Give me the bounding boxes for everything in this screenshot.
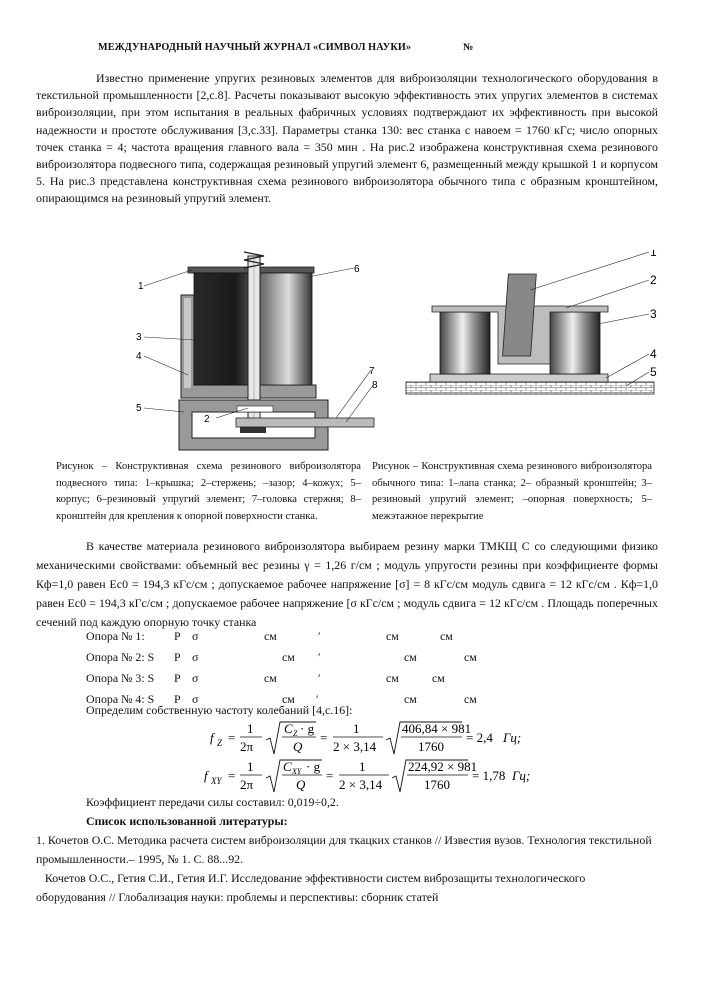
- support-prime: ′: [318, 671, 321, 685]
- formula-cxy: C: [283, 759, 292, 774]
- formula-lhs: f: [210, 730, 214, 745]
- support-row: [86, 650, 606, 671]
- support-prime: ′: [318, 650, 321, 664]
- support-unit: см: [264, 671, 277, 685]
- figure-left-drawing: [136, 252, 378, 450]
- figures-svg: [36, 250, 658, 455]
- fig-left-label-4: 4: [136, 351, 142, 362]
- formula-cz: C: [284, 721, 293, 736]
- formula-result: = 1,78: [472, 768, 506, 783]
- support-sigma: σ: [192, 671, 199, 685]
- formula-eq: =: [228, 730, 236, 745]
- formula-two-pi: 2π: [240, 777, 254, 792]
- support-row: [86, 629, 606, 650]
- formula-den2: 2 × 3,14: [339, 777, 383, 792]
- supports-list: [86, 629, 606, 713]
- support-label: Опора № 4: S: [86, 692, 155, 706]
- journal-header: [98, 42, 618, 53]
- fig-right-label-4: 4: [650, 347, 657, 361]
- fig-left-label-8: 8: [372, 380, 378, 391]
- support-sigma: σ: [192, 650, 199, 664]
- support-unit: см: [440, 629, 453, 643]
- support-prime: ′: [318, 629, 321, 643]
- support-unit: см: [464, 692, 477, 706]
- formula-one: 1: [247, 759, 254, 774]
- material-paragraph-block: [36, 537, 658, 632]
- support-prime: ′: [316, 692, 319, 706]
- intro-paragraph-block: [36, 70, 658, 208]
- formula-cxy-sub: XY: [292, 767, 302, 776]
- material-paragraph: В качестве материала резинового виброизолятора выбираем резину марки ТМКЩ С со следующими физико механическими свойствами: объемный вес резины γ = 1,26 г/см ; модуль упругости резины при коэффициенте формы Кф=1,0 равен Ес0 = 194,3 кГс/см ; допускаемое рабочее напряжение [σ] = 8 кГс/см модуль сдвига = 12 кГс/см . Кф=1,0 равен Ес0 = 194,3 кГс/см ; допускаемое рабочее напряжение [σ кГс/см ; модуль сдвига = 12 кГс/см . Площадь поперечных сечений под каждую опорную точку станка: [36, 539, 658, 629]
- fig-left-label-3: 3: [136, 332, 142, 343]
- support-unit: см: [404, 650, 417, 664]
- support-label: Опора № 3: S: [86, 671, 155, 685]
- support-sigma: σ: [192, 629, 199, 643]
- formula-q: Q: [293, 739, 303, 754]
- fig-left-label-1: 1: [138, 281, 144, 292]
- formula-result: = 2,4: [466, 730, 493, 745]
- support-label: Опора № 2: S: [86, 650, 155, 664]
- issue-number-sign: №: [463, 42, 474, 53]
- references-title: Список использованной литературы:: [86, 814, 288, 828]
- intro-paragraph: Известно применение упругих резиновых элементов для виброизоляции технологического оборудования в текстильной промышленности [2,с.8]. Расчеты показывают высокую эффективность этих упругих элементов в системах виброизоляции, при этом испытания в реальных фабричных условиях подтверждают их эффективность при высокой надежности и простоте обслуживания [3,с.33]. Параметры станка 130: вес станка с навоем = 1760 кГс; число опорных точек станка = 4; частота вращения главного вала = 350 мин . На рис.2 изображена конструктивная схема резинового виброизолятора подвесного типа, содержащая резиновый упругий элемент 6, размещенный между крышкой 1 и корпусом 5. На рис.3 представлена конструктивная схема резинового виброизолятора обычного типа с образным кронштейном, опирающимся на резиновый упругий элемент.: [36, 71, 658, 206]
- fig-right-label-5: 5: [650, 365, 657, 379]
- fig-right-label-2: 2: [650, 273, 657, 287]
- formula-dot-g: · g: [306, 759, 321, 774]
- support-unit: см: [282, 692, 295, 706]
- fig-left-label-5: 5: [136, 403, 142, 414]
- support-unit: см: [264, 629, 277, 643]
- formula-eq: =: [228, 768, 236, 783]
- formula-num-val: 406,84 × 981: [402, 721, 472, 736]
- support-unit: см: [282, 650, 295, 664]
- support-p: P: [174, 692, 181, 706]
- reference-item: Кочетов О.С., Гетия С.И., Гетия И.Г. Исследование эффективности систем виброзащиты технологического оборудования // Глобализация науки: проблемы и перспективы: сборник статей: [36, 871, 589, 904]
- support-sigma: σ: [192, 692, 199, 706]
- figures-area: [36, 250, 658, 455]
- formula-unit: Гц;: [503, 730, 522, 745]
- figure-right-caption: Рисунок – Конструктивная схема резинового виброизолятора обычного типа: 1–лапа станка; 2– образный кронштейн; 3–резиновый упругий элемент; –опорная поверхность; 5–межэтажное перекрытие: [372, 461, 652, 522]
- fig-right-label-1: 1: [650, 250, 657, 259]
- formula-one: 1: [353, 721, 360, 736]
- fig-left-label-2: 2: [204, 414, 210, 425]
- formula-den-val: 1760: [418, 739, 444, 754]
- formula-lhs-sub: XY: [211, 776, 222, 786]
- fig-left-label-6: 6: [354, 264, 360, 275]
- formula-q: Q: [296, 777, 306, 792]
- formula-dot-g: · g: [300, 721, 315, 736]
- support-p: P: [174, 671, 181, 685]
- support-unit: см: [404, 692, 417, 706]
- formula-lhs: f: [204, 768, 208, 783]
- support-p: P: [174, 650, 181, 664]
- support-p: P: [174, 629, 181, 643]
- formula-lhs-sub: Z: [217, 738, 223, 748]
- formula-fz: [200, 718, 540, 758]
- support-label: Опора № 1:: [86, 629, 145, 643]
- frequency-intro: Определим собственную частоту колебаний [4,с.16]:: [86, 703, 353, 717]
- support-unit: см: [386, 629, 399, 643]
- formula-eq: =: [326, 768, 334, 783]
- support-unit: см: [432, 671, 445, 685]
- formula-two-pi: 2π: [240, 739, 254, 754]
- formula-num-val: 224,92 × 981: [408, 759, 478, 774]
- formula-eq: =: [320, 730, 328, 745]
- figure-left-caption: Рисунок – Конструктивная схема резинового виброизолятора подвесного типа: 1–крышка; 2–стержень; –зазор; 4–кожух; 5–корпус; 6–резиновый упругий элемент; 7–головка стержня; 8–кронштейн для крепления к опорной поверхности станка.: [56, 461, 361, 522]
- support-unit: см: [464, 650, 477, 664]
- references: [36, 812, 658, 907]
- formula-one: 1: [359, 759, 366, 774]
- formula-fxy: [200, 756, 545, 796]
- formula-den-val: 1760: [424, 777, 450, 792]
- reference-item: 1. Кочетов О.С. Методика расчета систем виброизоляции для ткацких станков // Известия вузов. Технология текстильной промышленности.– 1995, № 1. С. 88...92.: [36, 833, 652, 866]
- force-coefficient: Коэффициент передачи силы составил: 0,019÷0,2.: [86, 795, 339, 809]
- formula-cz-sub: Z: [293, 729, 298, 738]
- fig-left-label-7: 7: [369, 366, 375, 377]
- formula-den2: 2 × 3,14: [333, 739, 377, 754]
- support-unit: см: [386, 671, 399, 685]
- formula-one: 1: [247, 721, 254, 736]
- support-row: [86, 671, 606, 692]
- journal-title: МЕЖДУНАРОДНЫЙ НАУЧНЫЙ ЖУРНАЛ «СИМВОЛ НАУКИ»: [98, 42, 412, 53]
- formula-unit: Гц;: [512, 768, 531, 783]
- fig-right-label-3: 3: [650, 307, 657, 321]
- figure-right-drawing: [406, 250, 657, 394]
